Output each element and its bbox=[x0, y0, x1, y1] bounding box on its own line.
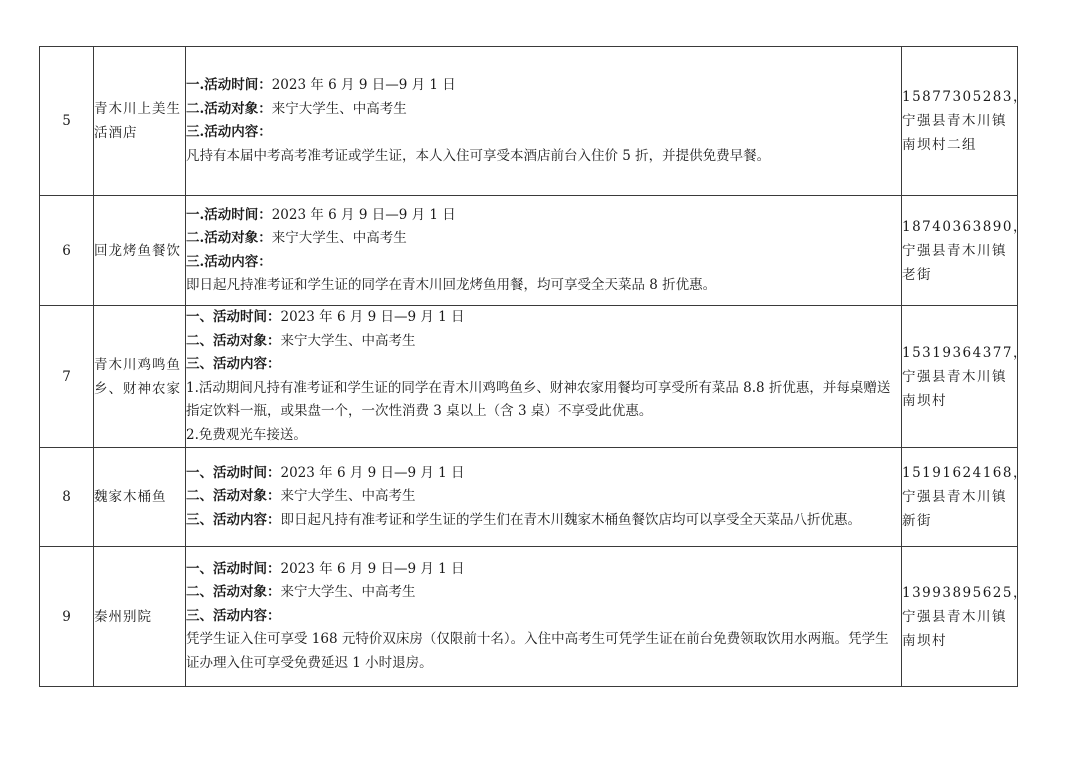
activity-target-line bbox=[186, 485, 901, 509]
activity-content-line bbox=[186, 251, 901, 275]
merchant-name: 回龙烤鱼餐饮 bbox=[94, 196, 186, 306]
activity-content-label: 三.活动内容： bbox=[186, 253, 272, 270]
activity-target-value: 来宁大学生、中高考生 bbox=[280, 488, 416, 505]
row-number: 8 bbox=[40, 448, 94, 547]
activity-target-value: 来宁大学生、中高考生 bbox=[280, 584, 416, 601]
activity-content-label: 三、活动内容： bbox=[186, 607, 281, 624]
activity-detail: 凭学生证入住可享受 168 元特价双床房（仅限前十名）。入住中高考生可凭学生证在前台免费领取饮用水两瓶。凭学生证办理入住可享受免费延迟 1 小时退房。 bbox=[186, 631, 889, 671]
activity-content bbox=[186, 196, 902, 306]
activity-time-line bbox=[186, 74, 901, 98]
activity-content bbox=[186, 448, 902, 547]
contact-phone: 15191624168， bbox=[902, 465, 1028, 481]
activity-time-label: 一.活动时间： bbox=[186, 206, 272, 223]
contact-address: 宁强县青木川镇南坝村 bbox=[902, 608, 1007, 649]
activity-detail: 凡持有本届中考高考准考证或学生证，本人入住可享受本酒店前台入住价 5 折，并提供免费早餐。 bbox=[186, 147, 771, 164]
activity-detail: 2.免费观光车接送。 bbox=[186, 426, 307, 443]
activity-detail: 1.活动期间凡持有准考证和学生证的同学在青木川鸡鸣鱼乡、财神农家用餐均可享受所有菜品 8.8 折优惠，并每桌赠送指定饮料一瓶，或果盘一个，一次性消费 3 桌以上（含 3 桌）不享受此优惠。 bbox=[186, 379, 891, 419]
activity-target-value: 来宁大学生、中高考生 bbox=[271, 100, 407, 117]
row-number: 9 bbox=[40, 547, 94, 687]
merchant-name: 秦州别院 bbox=[94, 547, 186, 687]
activity-target-label: 二、活动对象： bbox=[186, 332, 281, 349]
activity-target-label: 二、活动对象： bbox=[186, 488, 281, 505]
activity-target-line bbox=[186, 330, 901, 354]
activity-time-line bbox=[186, 558, 901, 582]
activity-time-label: 一、活动时间： bbox=[186, 464, 281, 481]
activity-content-line bbox=[186, 605, 901, 629]
activity-content bbox=[186, 306, 902, 448]
activity-target-line bbox=[186, 227, 901, 251]
activity-content bbox=[186, 547, 902, 687]
activity-time-value: 2023 年 6 月 9 日—9 月 1 日 bbox=[280, 560, 465, 577]
contact-info bbox=[902, 448, 1028, 547]
merchant-name: 青木川鸡鸣鱼乡、财神农家 bbox=[94, 306, 186, 448]
contact-address: 宁强县青木川镇老街 bbox=[902, 242, 1007, 283]
activity-content-label: 三、活动内容： bbox=[186, 356, 281, 372]
contact-phone: 15319364377， bbox=[902, 344, 1028, 361]
activity-detail: 即日起凡持准考证和学生证的同学在青木川回龙烤鱼用餐，均可享受全天菜品 8 折优惠。 bbox=[186, 277, 717, 293]
activity-target-value: 来宁大学生、中高考生 bbox=[271, 230, 407, 246]
activity-time-value: 2023 年 6 月 9 日—9 月 1 日 bbox=[271, 206, 456, 223]
merchant-name: 魏家木桶鱼 bbox=[94, 448, 186, 547]
row-number: 6 bbox=[40, 196, 94, 306]
table-row bbox=[40, 448, 1018, 547]
merchant-name: 青木川上美生活酒店 bbox=[94, 47, 186, 196]
activity-content-label: 三.活动内容： bbox=[186, 124, 272, 140]
contact-address: 宁强县青木川镇南坝村 bbox=[902, 368, 1007, 409]
activity-time-value: 2023 年 6 月 9 日—9 月 1 日 bbox=[280, 309, 465, 325]
contact-phone: 13993895625， bbox=[902, 584, 1028, 601]
contact-address: 宁强县青木川镇新街 bbox=[902, 489, 1007, 529]
activity-content bbox=[186, 47, 902, 196]
activity-content-line bbox=[186, 121, 901, 145]
contact-phone: 15877305283， bbox=[902, 89, 1028, 105]
contact-info bbox=[902, 306, 1028, 448]
activity-detail: 即日起凡持有准考证和学生证的学生们在青木川魏家木桶鱼餐饮店均可以享受全天菜品八折优惠。 bbox=[280, 511, 861, 528]
activity-time-label: 一.活动时间： bbox=[186, 77, 272, 93]
table-row bbox=[40, 196, 1018, 306]
contact-info bbox=[902, 547, 1028, 687]
contact-info bbox=[902, 47, 1028, 196]
contact-phone: 18740363890， bbox=[902, 218, 1028, 235]
table-row bbox=[40, 47, 1018, 196]
contact-info bbox=[902, 196, 1028, 306]
activity-target-line bbox=[186, 98, 901, 122]
activity-time-label: 一、活动时间： bbox=[186, 309, 281, 325]
activity-time-label: 一、活动时间： bbox=[186, 560, 281, 577]
row-number: 5 bbox=[40, 47, 94, 196]
table-row bbox=[40, 306, 1018, 448]
activity-time-value: 2023 年 6 月 9 日—9 月 1 日 bbox=[280, 464, 465, 481]
contact-address: 宁强县青木川镇南坝村二组 bbox=[902, 113, 1007, 153]
activity-time-line bbox=[186, 306, 901, 330]
activity-target-line bbox=[186, 581, 901, 605]
activity-content-line bbox=[186, 353, 901, 377]
table-row bbox=[40, 547, 1018, 687]
activity-content-label: 三、活动内容： bbox=[186, 511, 281, 528]
activity-target-label: 二.活动对象： bbox=[186, 100, 272, 117]
activity-target-label: 二、活动对象： bbox=[186, 584, 281, 601]
activity-time-value: 2023 年 6 月 9 日—9 月 1 日 bbox=[271, 77, 456, 93]
activity-time-line bbox=[186, 462, 901, 486]
row-number: 7 bbox=[40, 306, 94, 448]
activity-target-value: 来宁大学生、中高考生 bbox=[280, 332, 416, 349]
activity-content-line bbox=[186, 509, 901, 533]
activity-time-line bbox=[186, 204, 901, 228]
activity-table bbox=[39, 46, 1028, 687]
activity-target-label: 二.活动对象： bbox=[186, 230, 272, 246]
